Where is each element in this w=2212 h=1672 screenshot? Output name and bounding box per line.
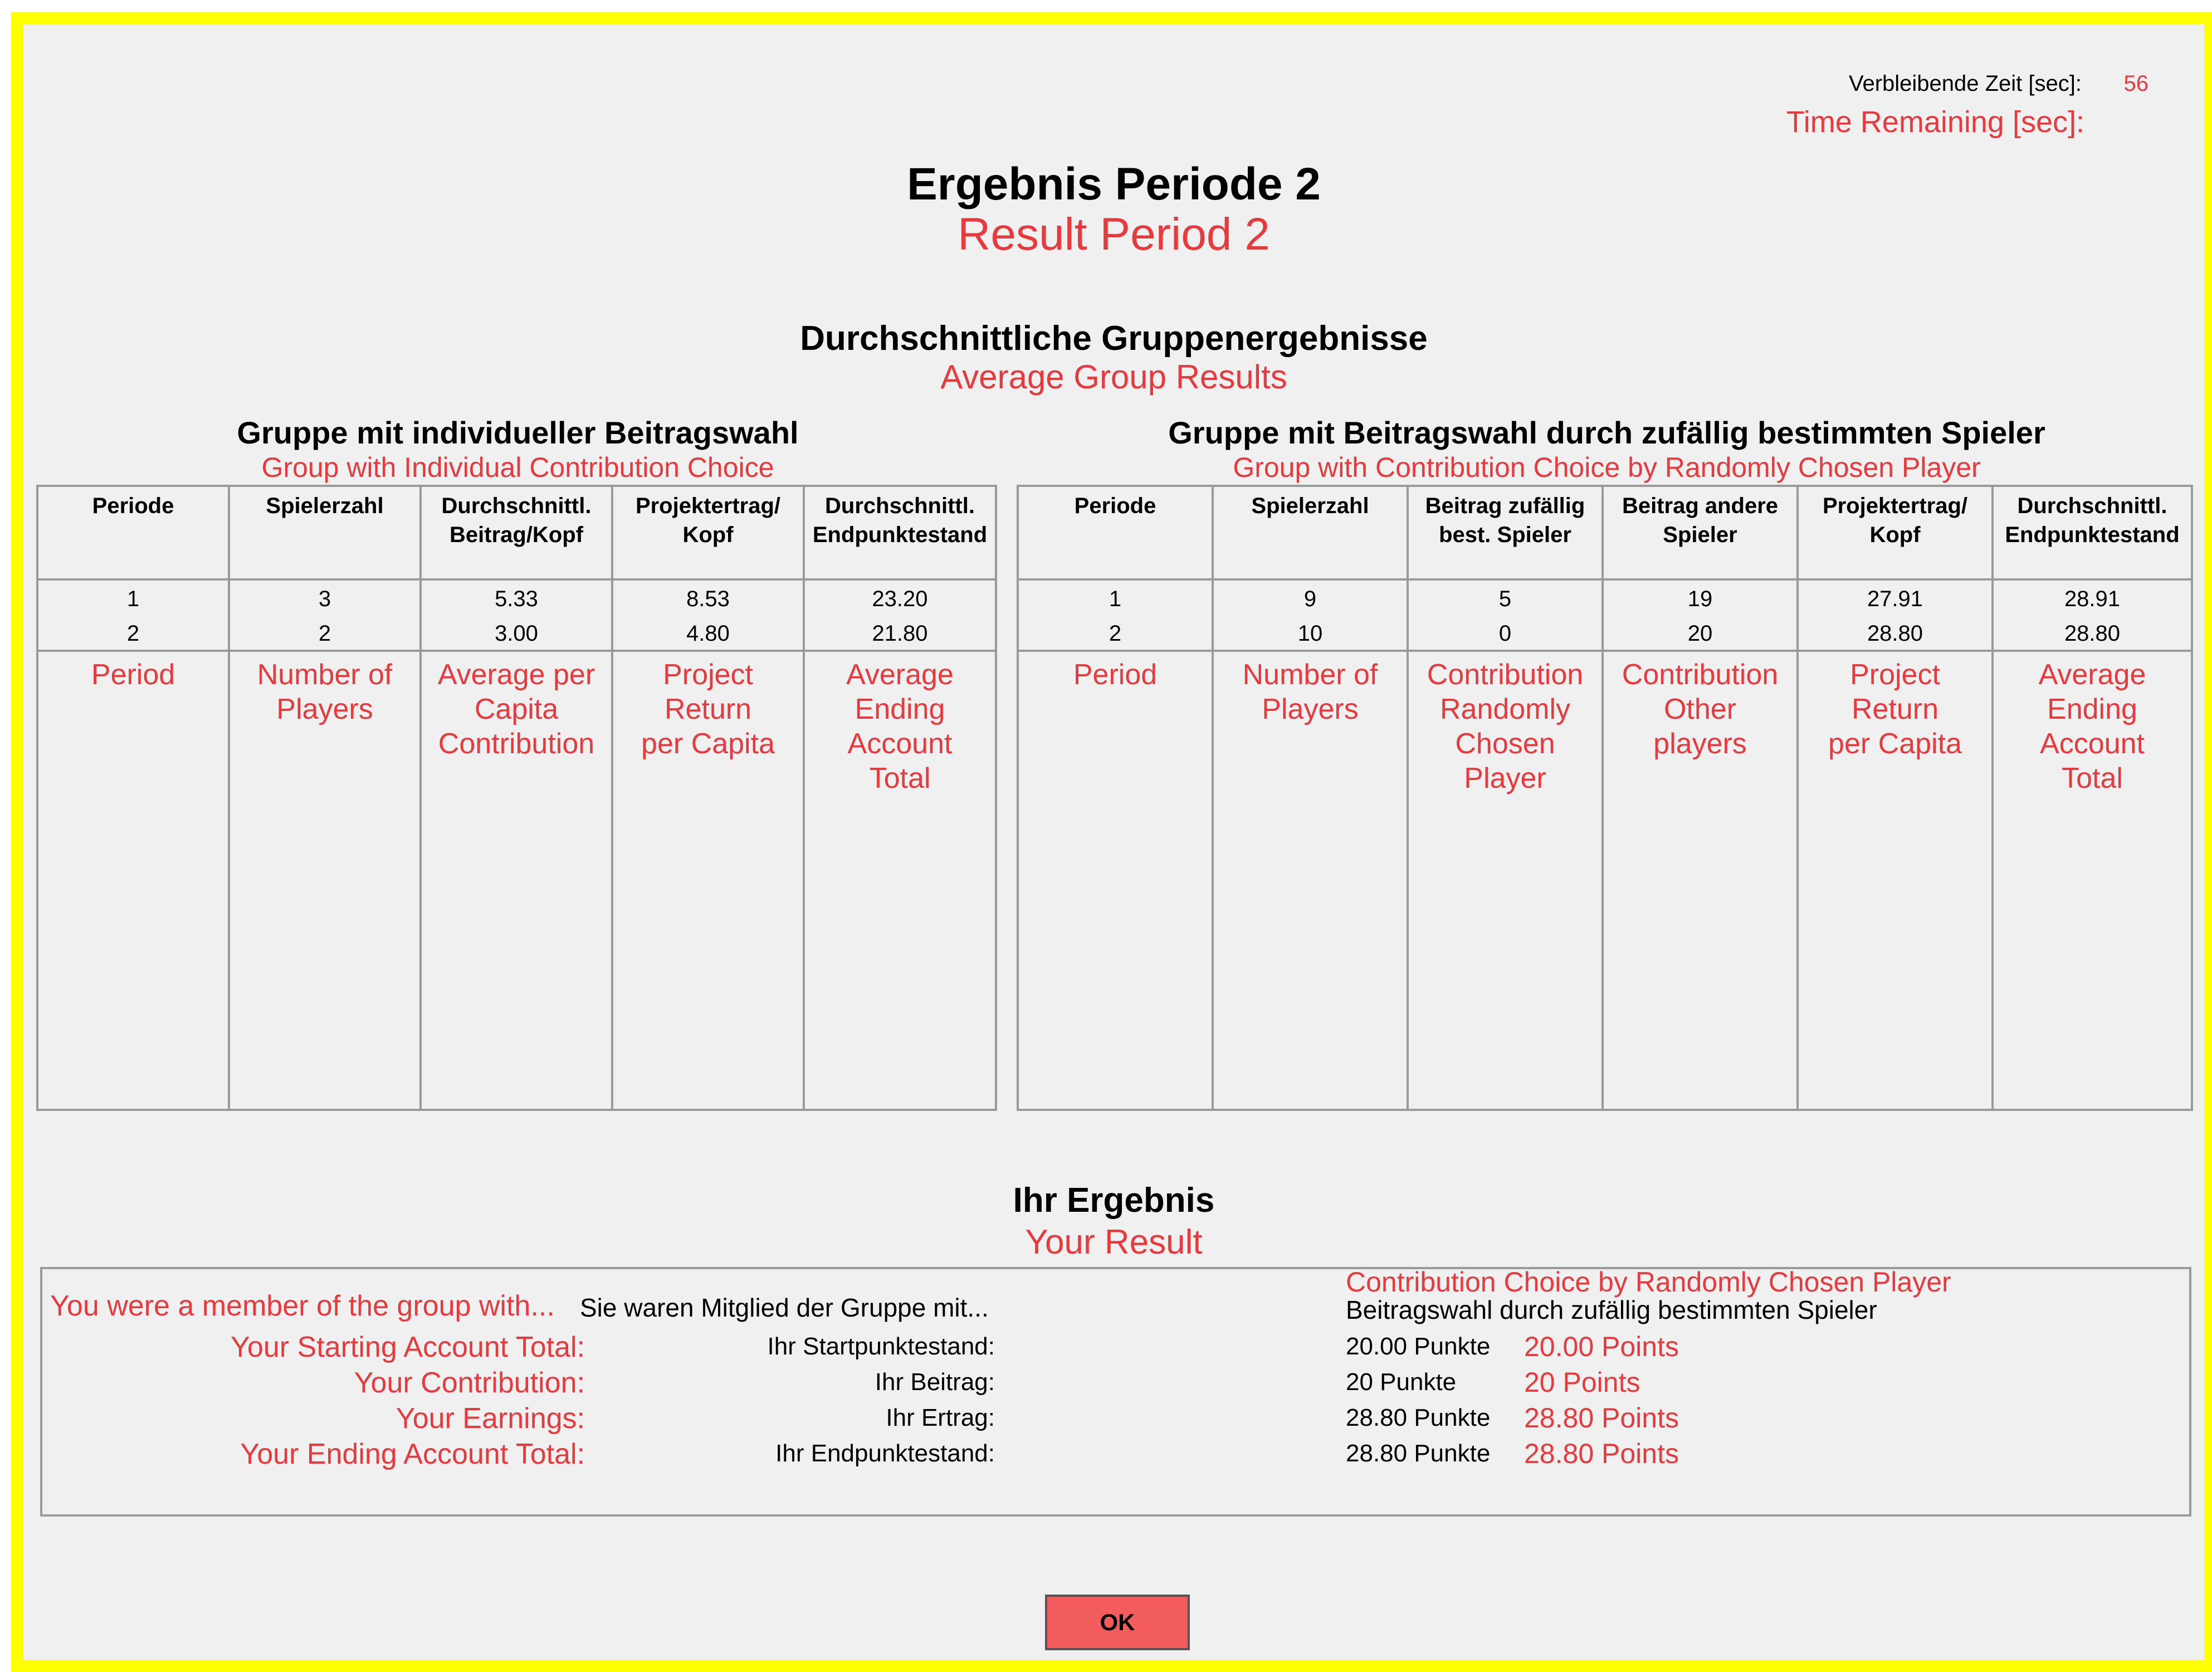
random-table-cell: 27.91	[1867, 587, 1923, 611]
individual-table-cell: 2	[318, 621, 331, 646]
individual-table-data-cells	[230, 581, 419, 652]
individual-table-cell: 1	[126, 587, 140, 611]
individual-table-data-cells	[422, 581, 611, 652]
random-table-data-cells	[1214, 581, 1407, 652]
random-table-cell: 28.91	[2064, 587, 2121, 611]
individual-table-cell: 4.80	[686, 621, 730, 646]
result-value-en: 28.80 Points	[1524, 1438, 1679, 1469]
individual-table-data-cells	[38, 581, 228, 652]
random-table-header-en: Number of Players	[1242, 659, 1378, 725]
random-table-column	[1019, 487, 1214, 1109]
random-table-cell: 10	[1297, 621, 1323, 646]
individual-group-title-de: Gruppe mit individueller Beitragswahl	[237, 415, 799, 450]
individual-table-header-de: Durchschnittl. Beitrag/Kopf	[422, 487, 611, 581]
result-value-de: 28.80 Punkte	[1346, 1404, 1491, 1431]
result-value-en: 20.00 Points	[1524, 1331, 1679, 1362]
results-window	[11, 12, 2212, 1672]
individual-table-data-cells	[805, 581, 995, 652]
individual-table-header-en: Average Ending Account Total	[846, 659, 954, 794]
individual-table-cell: 3.00	[495, 621, 538, 646]
individual-table-column	[38, 487, 230, 1109]
page-title-de: Ergebnis Periode 2	[907, 159, 1321, 209]
group-results-heading-en: Average Group Results	[940, 358, 1287, 396]
individual-table-header-en: Period	[91, 659, 175, 691]
individual-table-cell: 23.20	[872, 587, 928, 611]
result-label-en: Your Earnings:	[395, 1402, 585, 1435]
random-table-header-de: Spielerzahl	[1214, 487, 1407, 581]
result-label-en: Your Ending Account Total:	[240, 1438, 585, 1470]
random-table-cell: 28.80	[1867, 621, 1923, 646]
individual-table-header-en: Number of Players	[257, 659, 393, 725]
member-label-de: Sie waren Mitglied der Gruppe mit...	[580, 1293, 989, 1322]
member-label-en: You were a member of the group with...	[50, 1290, 555, 1322]
random-table-cell: 28.80	[2064, 621, 2121, 646]
individual-table-cell: 2	[126, 621, 140, 646]
result-label-en: Your Starting Account Total:	[231, 1331, 585, 1363]
random-table-column	[1994, 487, 2191, 1109]
result-label-de: Ihr Startpunktestand:	[767, 1333, 995, 1360]
random-group-title-en: Group with Contribution Choice by Randomly Chosen Player	[1233, 452, 1981, 483]
random-table-header-de: Beitrag andere Spieler	[1604, 487, 1796, 581]
result-label-en: Your Contribution:	[354, 1367, 585, 1399]
random-table-cell: 19	[1687, 587, 1713, 611]
individual-table-header-en: Project Return per Capita	[641, 659, 775, 760]
random-table-header-en: Contribution Other players	[1622, 659, 1779, 760]
individual-table-header-de: Projektertrag/ Kopf	[613, 487, 803, 581]
individual-contribution-table	[36, 485, 997, 1111]
time-remaining-label-en: Time Remaining [sec]:	[1786, 105, 2084, 139]
result-value-de: 28.80 Punkte	[1346, 1440, 1491, 1467]
page-title-en: Result Period 2	[958, 209, 1270, 260]
individual-group-title-en: Group with Individual Contribution Choice	[261, 452, 774, 483]
individual-table-cell: 8.53	[686, 587, 730, 611]
time-remaining-label-de: Verbleibende Zeit [sec]:	[1848, 71, 2082, 96]
random-table-header-en: Project Return per Capita	[1828, 659, 1962, 760]
individual-table-cell: 21.80	[872, 621, 928, 646]
random-table-cell: 9	[1303, 587, 1317, 611]
individual-table-header-de: Durchschnittl. Endpunktestand	[805, 487, 995, 581]
random-contribution-table	[1017, 485, 2193, 1111]
individual-table-column	[805, 487, 995, 1109]
random-table-column	[1409, 487, 1604, 1109]
random-table-column	[1604, 487, 1799, 1109]
random-table-cell: 2	[1109, 621, 1122, 646]
random-table-header-de: Periode	[1019, 487, 1212, 581]
result-value-en: 20 Points	[1524, 1367, 1640, 1398]
individual-table-header-de: Periode	[38, 487, 228, 581]
random-table-cell: 1	[1109, 587, 1122, 611]
random-table-cell: 20	[1687, 621, 1713, 646]
random-table-column	[1799, 487, 1994, 1109]
individual-table-data-cells	[613, 581, 803, 652]
random-table-data-cells	[1604, 581, 1796, 652]
random-table-header-en: Average Ending Account Total	[2038, 659, 2146, 794]
your-result-panel	[40, 1267, 2191, 1517]
random-table-cell: 0	[1498, 621, 1512, 646]
random-table-header-en: Period	[1073, 659, 1158, 691]
random-table-header-de: Projektertrag/ Kopf	[1799, 487, 1991, 581]
your-result-heading-de: Ihr Ergebnis	[1013, 1181, 1215, 1220]
individual-table-column	[230, 487, 422, 1109]
member-group-de: Beitragswahl durch zufällig bestimmten Spieler	[1346, 1295, 1877, 1324]
result-label-de: Ihr Ertrag:	[886, 1404, 995, 1431]
result-label-de: Ihr Endpunktestand:	[775, 1440, 995, 1467]
individual-table-cell: 5.33	[495, 587, 538, 611]
time-remaining-value: 56	[2123, 71, 2148, 96]
ok-button[interactable]: OK	[1045, 1595, 1190, 1650]
random-table-data-cells	[1799, 581, 1991, 652]
result-label-de: Ihr Beitrag:	[875, 1368, 995, 1396]
member-group-en: Contribution Choice by Randomly Chosen Player	[1346, 1266, 1951, 1298]
random-table-header-de: Beitrag zufällig best. Spieler	[1409, 487, 1601, 581]
random-table-data-cells	[1994, 581, 2191, 652]
individual-table-header-en: Average per Capita Contribution	[437, 659, 595, 760]
random-table-column	[1214, 487, 1409, 1109]
random-table-cell: 5	[1498, 587, 1512, 611]
result-value-de: 20.00 Punkte	[1346, 1333, 1491, 1360]
random-table-header-en: Contribution Randomly Chosen Player	[1427, 659, 1584, 794]
result-value-en: 28.80 Points	[1524, 1402, 1679, 1434]
individual-table-column	[613, 487, 805, 1109]
group-results-heading-de: Durchschnittliche Gruppenergebnisse	[800, 319, 1428, 358]
individual-table-column	[422, 487, 613, 1109]
random-table-header-de: Durchschnittl. Endpunktestand	[1994, 487, 2191, 581]
random-table-data-cells	[1409, 581, 1601, 652]
random-table-data-cells	[1019, 581, 1212, 652]
individual-table-cell: 3	[318, 587, 331, 611]
random-group-title-de: Gruppe mit Beitragswahl durch zufällig bestimmten Spieler	[1168, 415, 2045, 450]
result-value-de: 20 Punkte	[1346, 1368, 1457, 1396]
individual-table-header-de: Spielerzahl	[230, 487, 419, 581]
your-result-heading-en: Your Result	[1025, 1223, 1203, 1261]
